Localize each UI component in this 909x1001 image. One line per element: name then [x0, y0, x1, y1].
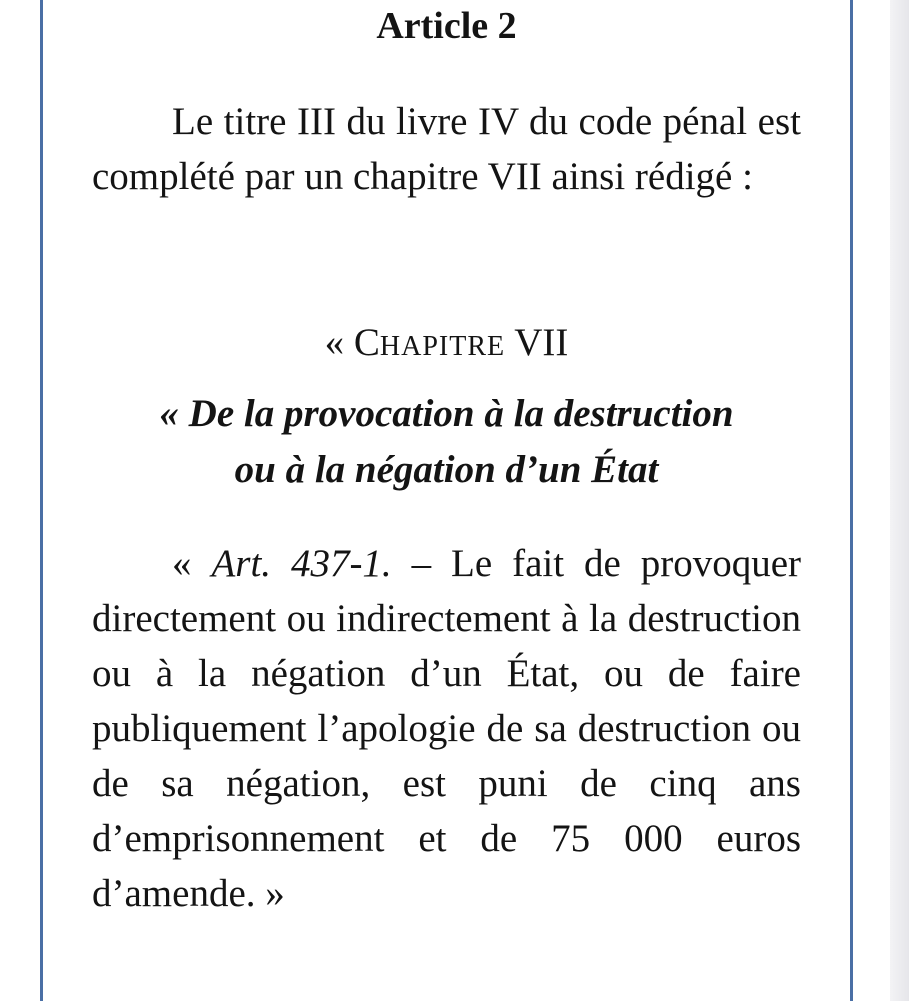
page-edge-shadow [890, 0, 909, 1001]
article-heading: Article 2 [376, 5, 517, 47]
chapter-number: VII [505, 321, 569, 364]
chapter-quote-open: « [324, 321, 354, 364]
article-intro-paragraph: Le titre III du livre IV du code pénal est complété par un chapitre VII ainsi rédigé : [92, 100, 801, 198]
chapter-title-line-2: ou à la négation d’un État [234, 448, 659, 491]
chapter-heading [0, 315, 893, 374]
frame-border-right [850, 0, 853, 1001]
chapter-word-smallcaps: HAPITRE [379, 331, 506, 362]
provision-article-ref: Art. 437-1. [211, 542, 392, 585]
frame-border-left [40, 0, 43, 1001]
provision-text: – Le fait de provoquer directement ou indirectement à la destruction ou à la négation d’un État, ou de faire publiquement l’apologie de sa destruction ou de sa négation, est puni de cinq ans d’emprisonnement et de 75 000 euros d’amende. » [92, 542, 802, 915]
chapter-initial: C [353, 321, 380, 364]
chapter-title [0, 386, 893, 498]
chapter-title-line-1: « De la provocation à la destruction [159, 392, 734, 435]
provision-quote-open: « [172, 542, 212, 585]
article-437-1-paragraph [92, 536, 801, 921]
